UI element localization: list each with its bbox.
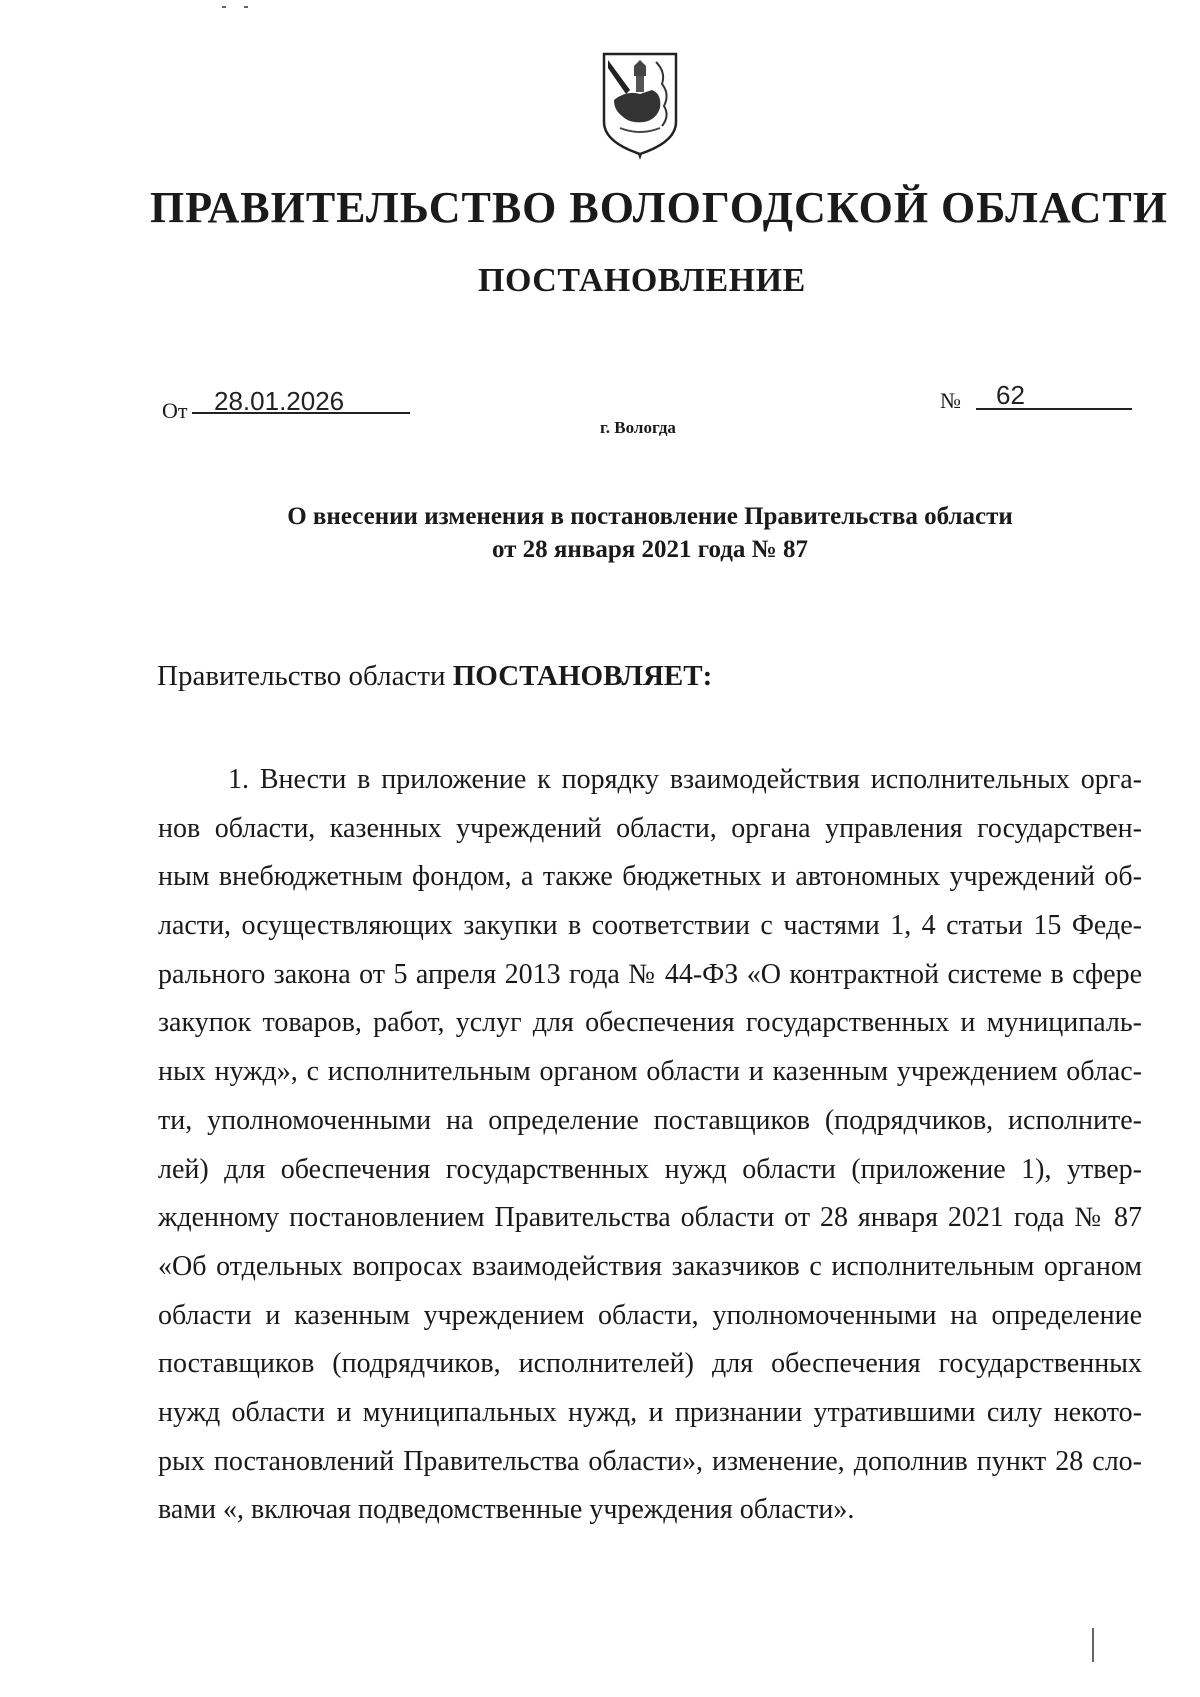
document-subject [200,500,1100,566]
body-line: лей) для обеспечения государственных нужд области (приложение 1), утвер- [158,1153,1142,1185]
organization-title: ПРАВИТЕЛЬСТВО ВОЛОГОДСКОЙ ОБЛАСТИ [150,183,1168,232]
body-line: вами «, включая подведомственные учреждения области». [158,1494,855,1526]
coat-of-arms-emblem [600,50,680,160]
document-number: 62 [996,380,1025,410]
scan-artifact [1092,1628,1094,1662]
number-prefix-label: № [940,388,961,413]
decree-statement [157,660,712,693]
body-line: ным внебюджетным фондом, а также бюджетных и автономных учреждений об- [158,861,1142,893]
body-line: «Об отдельных вопросах взаимодействия заказчиков с исполнительным органом [158,1250,1142,1282]
body-line: рых постановлений Правительства области», изменение, дополнив пункт 28 сло- [158,1445,1142,1477]
subject-line: О внесении изменения в постановление Правительства области [287,503,1013,530]
body-line: закупок товаров, работ, услуг для обеспечения государственных и муниципаль- [158,1007,1142,1039]
body-line: области и казенным учреждением области, уполномоченными на определение [158,1299,1142,1331]
body-line: ных нужд», с исполнительным органом области и казенным учреждением облас- [158,1056,1142,1088]
document-type-heading: ПОСТАНОВЛЕНИЕ [478,262,806,299]
body-line: жденному постановлением Правительства области от 28 января 2021 года № 87 [158,1202,1142,1234]
date-prefix-label: От [162,398,188,423]
body-line: нужд области и муниципальных нужд, и признании утратившими силу некото- [158,1396,1142,1428]
scan-artifact [222,6,226,8]
body-line: ти, уполномоченными на определение поставщиков (подрядчиков, исполните- [158,1104,1142,1136]
body-paragraph [158,756,1142,1535]
body-line: нов области, казенных учреждений области, органа управления государствен- [158,812,1142,844]
decree-prefix: Правительство области [157,660,453,692]
subject-line: от 28 января 2021 года № 87 [491,536,809,563]
city-label: г. Вологда [600,418,676,437]
body-line: поставщиков (подрядчиков, исполнителей) для обеспечения государственных [158,1348,1142,1380]
body-line: 1. Внести в приложение к порядку взаимодействия исполнительных орга- [228,764,1142,795]
decree-verb: ПОСТАНОВЛЯЕТ: [452,660,713,692]
scan-artifact [244,6,248,8]
document-date: 28.01.2026 [214,386,345,416]
body-line: ласти, осуществляющих закупки в соответствии с частями 1, 4 статьи 15 Феде- [158,910,1142,942]
body-line: рального закона от 5 апреля 2013 года № 44-ФЗ «О контрактной системе в сфере [158,958,1142,990]
